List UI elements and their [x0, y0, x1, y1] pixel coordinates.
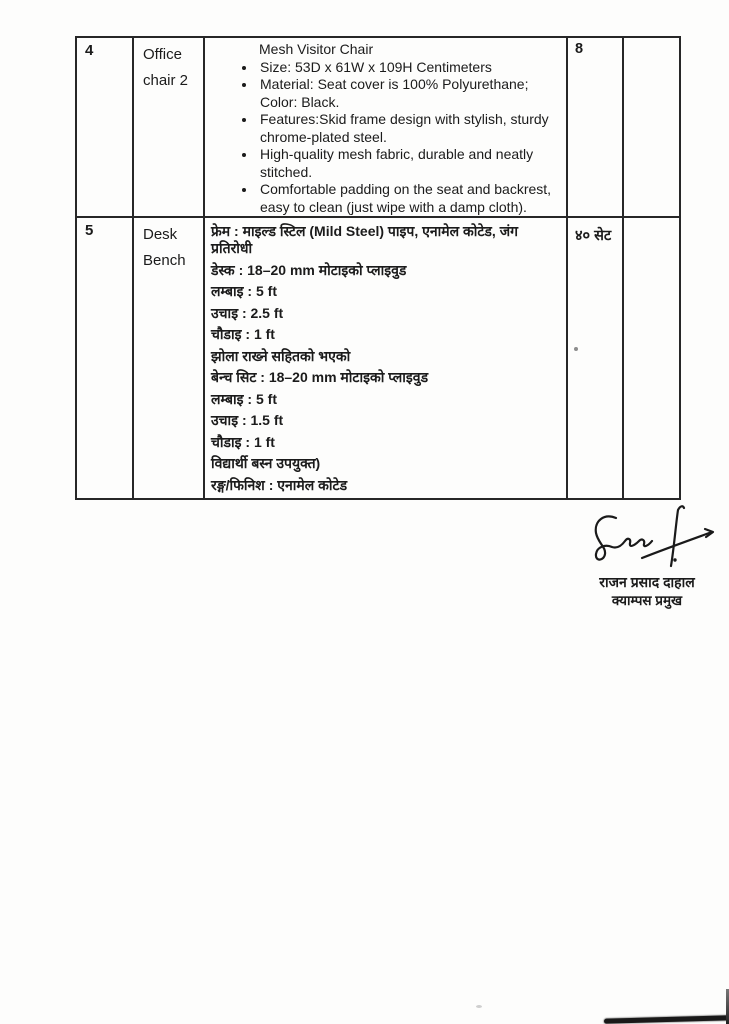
quantity-cell	[567, 37, 623, 217]
bullet-item: • Material: Seat cover is 100% Polyurethane; Color: Black.	[257, 76, 560, 111]
item-name-cell	[133, 37, 204, 217]
description-title: Mesh Visitor Chair	[259, 41, 374, 57]
spare-cell	[623, 217, 680, 499]
description-content	[205, 218, 566, 494]
description-cell	[204, 217, 567, 499]
quantity-value: 8	[575, 41, 584, 57]
spec-line: चौडाइ : 1 ft	[211, 326, 275, 342]
spec-line: चौडाइ : 1 ft	[211, 433, 275, 450]
description-cell	[204, 37, 567, 217]
table-row	[76, 37, 680, 217]
signatory-title: क्याम्पस प्रमुख	[611, 593, 683, 608]
scan-speck	[476, 1005, 482, 1008]
serial-number: 4	[85, 42, 94, 59]
signature-scribble	[572, 503, 721, 573]
spare-cell	[623, 37, 680, 217]
description-content	[205, 38, 566, 216]
table-row	[76, 217, 680, 499]
spec-line: झोला राख्ने सहितको भएको	[211, 347, 351, 364]
signatory-name: राजन प्रसाद दाहाल	[599, 574, 695, 590]
bullet-item: • Comfortable padding on the seat and backrest, easy to clean (just wipe with a damp cloth).	[257, 181, 560, 216]
spec-line: उचाइ : 2.5 ft	[211, 304, 284, 321]
spec-line: फ्रेम : माइल्ड स्टिल (Mild Steel) पाइप, एनामेल कोटेड, जंग प्रतिरोधी	[211, 223, 518, 256]
serial-number: 5	[85, 222, 94, 239]
spec-line: डेस्क : 18–20 mm मोटाइको प्लाइवुड	[211, 261, 407, 278]
scan-edge-artifact	[604, 1015, 729, 1023]
signature-block	[572, 503, 722, 610]
spec-line: विद्यार्थी बस्न उपयुक्त)	[211, 455, 321, 471]
serial-cell	[76, 217, 133, 499]
spec-line: रङ्ग/फिनिश : एनामेल कोटेड	[211, 476, 348, 493]
item-name-line: Desk	[143, 226, 178, 243]
spec-line: उचाइ : 1.5 ft	[211, 412, 284, 428]
item-name-line: Office	[143, 46, 182, 63]
bullet-list	[211, 59, 560, 217]
quantity-cell	[567, 217, 623, 499]
quantity-value: ४० सेट	[575, 228, 612, 244]
spec-line: लम्बाइ : 5 ft	[211, 390, 277, 407]
bullet-item: • Size: 53D x 61W x 109H Centimeters	[257, 59, 560, 77]
item-name-cell	[133, 217, 204, 499]
scan-speck	[574, 347, 578, 351]
spec-line: बेन्च सिट : 18–20 mm मोटाइको प्लाइवुड	[211, 369, 429, 385]
bullet-item: • High-quality mesh fabric, durable and neatly stitched.	[257, 146, 560, 181]
item-name-line: chair 2	[143, 72, 189, 89]
serial-cell	[76, 37, 133, 217]
item-name-line: Bench	[143, 252, 186, 269]
spec-line: लम्बाइ : 5 ft	[211, 283, 277, 299]
bullet-item: • Features:Skid frame design with stylish, sturdy chrome-plated steel.	[257, 111, 560, 146]
spec-table	[75, 36, 681, 500]
